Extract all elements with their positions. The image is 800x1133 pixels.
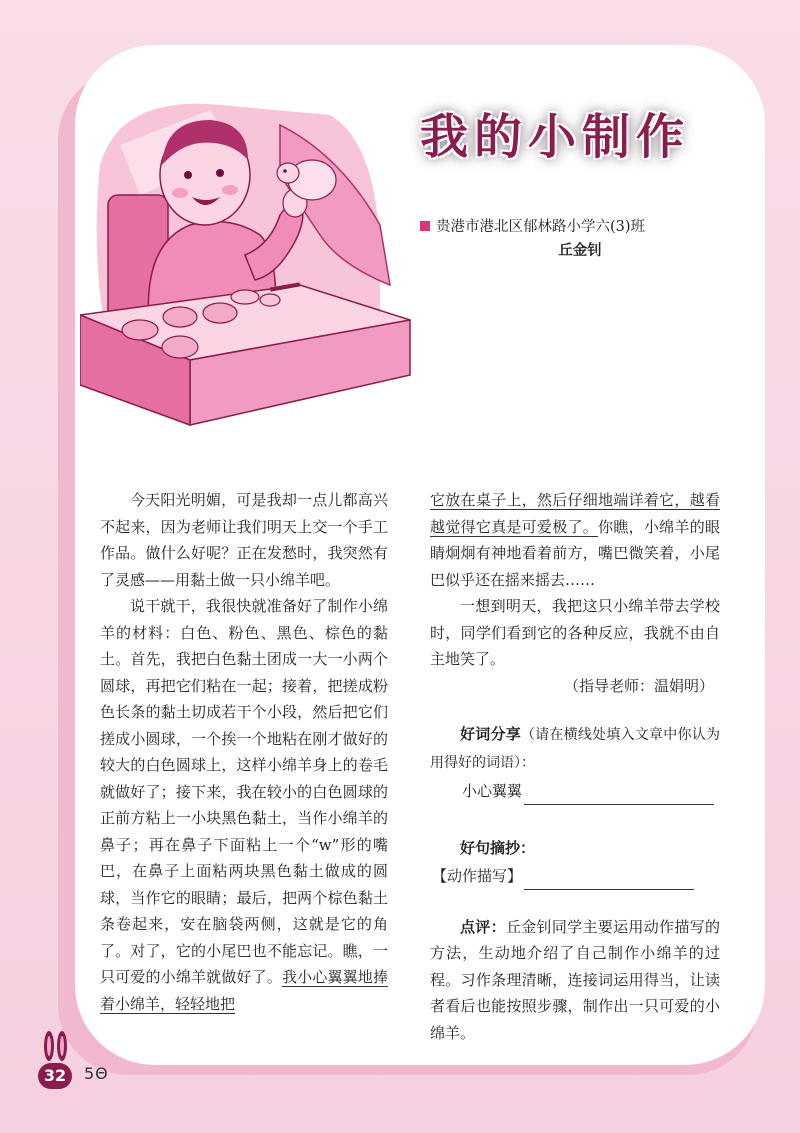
school-line: [420, 215, 710, 239]
article-column-left: [100, 487, 388, 1017]
footer-mark: 5Θ: [84, 1064, 109, 1083]
school-name: 贵港市港北区郁林路小学六(3)班: [436, 219, 646, 235]
page-title: 我的小制作: [419, 109, 690, 165]
good-words-title: 好词分享: [460, 725, 521, 743]
author-name: 丘金钊: [558, 242, 602, 259]
paragraph-4: 一想到明天，我把这只小绵羊带去学校时，同学们看到它的各种反应，我就不由自主地笑了。: [430, 597, 720, 668]
title-area: [395, 98, 715, 178]
page-number-badge: 32: [38, 1063, 72, 1089]
good-words-instruction: （请在横线处填入文章中你认为用得好的词语）：: [430, 727, 720, 771]
good-sentences-answer-row: [430, 863, 720, 890]
comment-label: 点评：: [460, 917, 506, 936]
paragraph-1: 今天阳光明媚，可是我却一点儿都高兴不起来，因为老师让我们明天上交一个手工作品。做什么好呢？正在发愁时，我突然有了灵感——用黏土做一只小绵羊吧。: [100, 491, 388, 589]
good-sentences-blank-line[interactable]: [524, 871, 694, 890]
paragraph-3: [430, 487, 720, 593]
comment-text: 丘金钊同学主要运用动作描写的方法，生动地介绍了自己制作小绵羊的过程。习作条理清晰，连接词运用得当，让读者看后也能按照步骤，制作出一只可爱的小绵羊。: [430, 917, 720, 1042]
underlined-sentence-part-2: 它放在桌子上，然后仔细地端详着它，越看越觉得它真是可爱极了。: [430, 491, 720, 536]
good-words-answer-row: [430, 778, 720, 805]
underlined-sentence-part-1: 我小心翼翼地捧着小绵羊，轻轻地把: [100, 968, 388, 1013]
good-sentences-title: 好句摘抄：: [460, 838, 536, 857]
comment-section: [430, 914, 720, 1047]
teacher-credit: （指导老师：温娟明）: [563, 676, 714, 695]
good-words-blank-line[interactable]: [524, 786, 714, 805]
boy-making-clay-sheep-illustration: [80, 85, 420, 455]
pink-square-bullet-icon: [420, 221, 430, 231]
paragraph-2: [100, 593, 388, 1017]
good-words-heading: [430, 721, 720, 776]
paragraph-2-text: 说干就干，我很快就准备好了制作小绵羊的材料：白色、粉色、黑色、棕色的黏土。首先，我把白色黏土团成一大一小两个圆球，再把它们粘在一起；接着，把搓成粉色长条的黏土切成若干个小段，然后把它们搓成小圆球，一个挨一个地粘在刚才做好的较大的白色圆球上，这样小绵羊身上的卷毛就做好了；接下来，我在较小的白色圆球的正前方粘上一小块黑色黏土，当作小绵羊的鼻子；再在鼻子下面粘上一个“w”形的嘴巴，在鼻子上面粘两块黑色黏土做成的圆球，当作它的眼睛；最后，把两个棕色黏土条卷起来，安在脑袋两侧，这就是它的角了。对了，它的小尾巴也不能忘记。瞧，一只可爱的小绵羊就做好了。: [100, 597, 388, 986]
byline: [420, 215, 710, 263]
comment-paragraph: [430, 914, 720, 1047]
good-sentences-section: [430, 835, 720, 890]
good-words-answer: 小心翼翼: [462, 782, 523, 800]
article-column-right: [430, 487, 720, 1046]
good-sentences-heading: [430, 835, 720, 862]
paragraph-3-text: 你瞧，小绵羊的眼睛炯炯有神地看着前方，嘴巴微笑着，小尾巴似乎还在摇来摇去……: [430, 517, 720, 589]
good-words-section: [430, 721, 720, 805]
action-description-label: 【动作描写】: [432, 867, 523, 885]
